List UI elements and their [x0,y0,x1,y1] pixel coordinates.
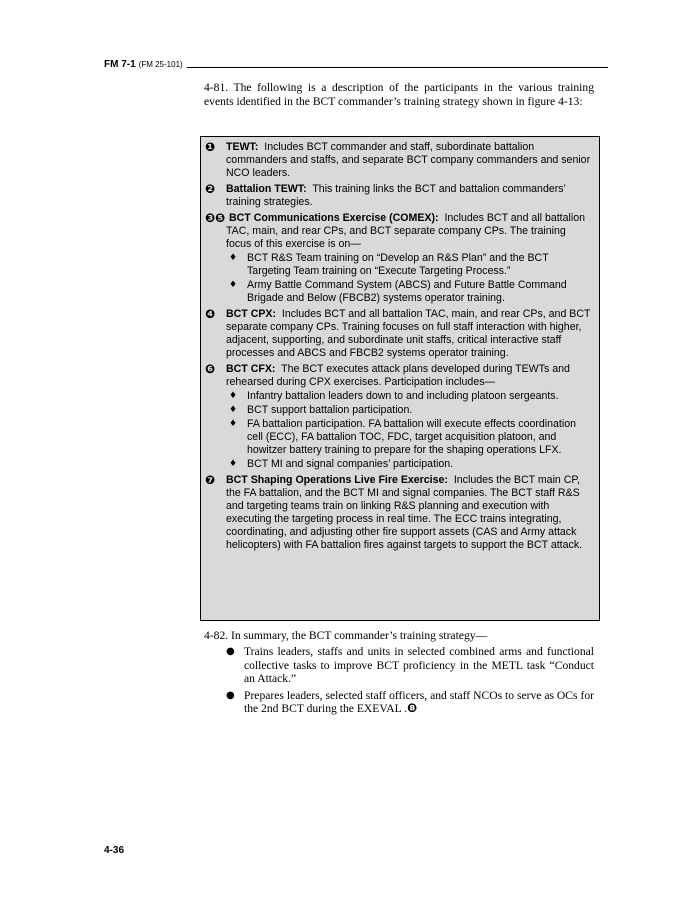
running-header [104,59,608,71]
bullet-item [226,279,593,305]
page-number: 4-36 [104,845,125,856]
bullet-item [226,404,593,417]
bullet-item [226,458,593,471]
entry-text: The BCT executes attack plans developed during TEWTs and rehearsed during CPX exercises. Participation includes— [226,363,570,388]
summary-bullet-item [204,689,594,716]
paragraph-4-82: 4-82. In summary, the BCT commander’s training strategy— [204,629,488,642]
summary-bullets [204,645,594,719]
bullet-text: BCT R&S Team training on “Develop an R&S Plan” and the BCT Targeting Team training on “Execute Targeting Process.” [247,252,549,277]
bullet-item [226,252,593,278]
entry-label: TEWT: [226,141,259,153]
entry-bct-cpx [205,308,593,360]
diamond-bullet-icon: ♦ [229,419,238,429]
summary-bullet-text: Trains leaders, staffs and units in selected combined arms and functional collective tasks to improve BCT proficiency in the METL task “Conduct an Attack.” [244,645,594,686]
entry-text: Includes BCT and all battalion TAC, main, and rear CPs, and BCT separate company CPs. Training focuses on full staff interaction with higher, adjacent, supporting, and subordinate unit staffs, critical interactive staff processes and ABCS and FBCB2 systems operator training. [226,308,591,359]
entry-label: BCT Shaping Operations Live Fire Exercise: [226,474,448,486]
number-3-5-icon: ❸❺ [205,211,226,225]
number-2-icon: ❷ [205,182,216,196]
number-8-icon: ❽ [407,701,418,716]
paragraph-4-81: 4-81. The following is a description of the participants in the various training events identified in the BCT commander’s training strategy shown in figure 4-13: [204,81,594,108]
summary-bullet-text: Prepares leaders, selected staff officers, and staff NCOs to serve as OCs for the 2nd BCT during the EXEVAL . [244,688,594,716]
bullet-text: Army Battle Command System (ABCS) and Future Battle Command Brigade and Below (FBCB2) systems operator training. [247,279,567,304]
entry-text: Includes BCT commander and staff, subordinate battalion commanders and staffs, and separate BCT company commanders and senior NCO leaders. [226,141,591,179]
diamond-bullet-icon: ♦ [229,280,238,290]
diamond-bullet-icon: ♦ [229,391,238,401]
summary-bullet-item [204,645,594,686]
number-7-icon: ❼ [205,473,216,487]
entry-bct-cfx [205,363,593,471]
bullet-item [226,418,593,457]
entry-label: Battalion TEWT: [226,183,307,195]
entry-text: Includes the BCT main CP, the FA battalion, and the BCT MI and signal companies. The BCT staff R&S and targeting teams train on linking R&S planning and execution with executing the targeting process in real time. The ECC trains integrating, coordinating, and adjusting other fire support assets (CAS and Army attack helicopters) with FA battalion fires against targets to support the BCT attack. [226,474,583,551]
entry-label: BCT CFX: [226,363,276,375]
number-6-icon: ❻ [205,362,216,376]
number-1-icon: ❶ [205,140,216,154]
bullet-item [226,390,593,403]
participants-box [200,136,600,621]
diamond-bullet-icon: ♦ [229,459,238,469]
header-rule [187,67,608,68]
header-subtitle: (FM 25-101) [138,60,183,69]
diamond-bullet-icon: ♦ [229,405,238,415]
diamond-bullet-icon: ♦ [229,253,238,263]
entry-text: This training links the BCT and battalion commanders’ training strategies. [226,183,566,208]
number-4-icon: ❹ [205,307,216,321]
bullet-text: Infantry battalion leaders down to and including platoon sergeants. [247,390,559,402]
entry-shaping-lfx [205,474,593,552]
entry-battalion-tewt [205,183,593,209]
bullet-text: BCT support battalion participation. [247,404,413,416]
entry-comex [205,212,593,305]
round-bullet-icon: ● [226,689,235,701]
entry-label: BCT Communications Exercise (COMEX): [229,212,439,224]
round-bullet-icon: ● [226,646,235,657]
bullet-text: FA battalion participation. FA battalion will execute effects coordination cell (ECC), FA battalion TOC, FDC, target acquisition platoon, and howitzer battery training to prepare for the shaping operations LFX. [247,418,576,456]
entry-text: Includes BCT and all battalion TAC, main, and rear CPs, and BCT separate company CPs. The training focus of this exercise is on— [226,212,586,250]
bullet-text: BCT MI and signal companies’ participation. [247,458,454,470]
header-title: FM 7-1 [104,59,136,70]
entry-label: BCT CPX: [226,308,277,320]
entry-tewt [205,141,593,180]
